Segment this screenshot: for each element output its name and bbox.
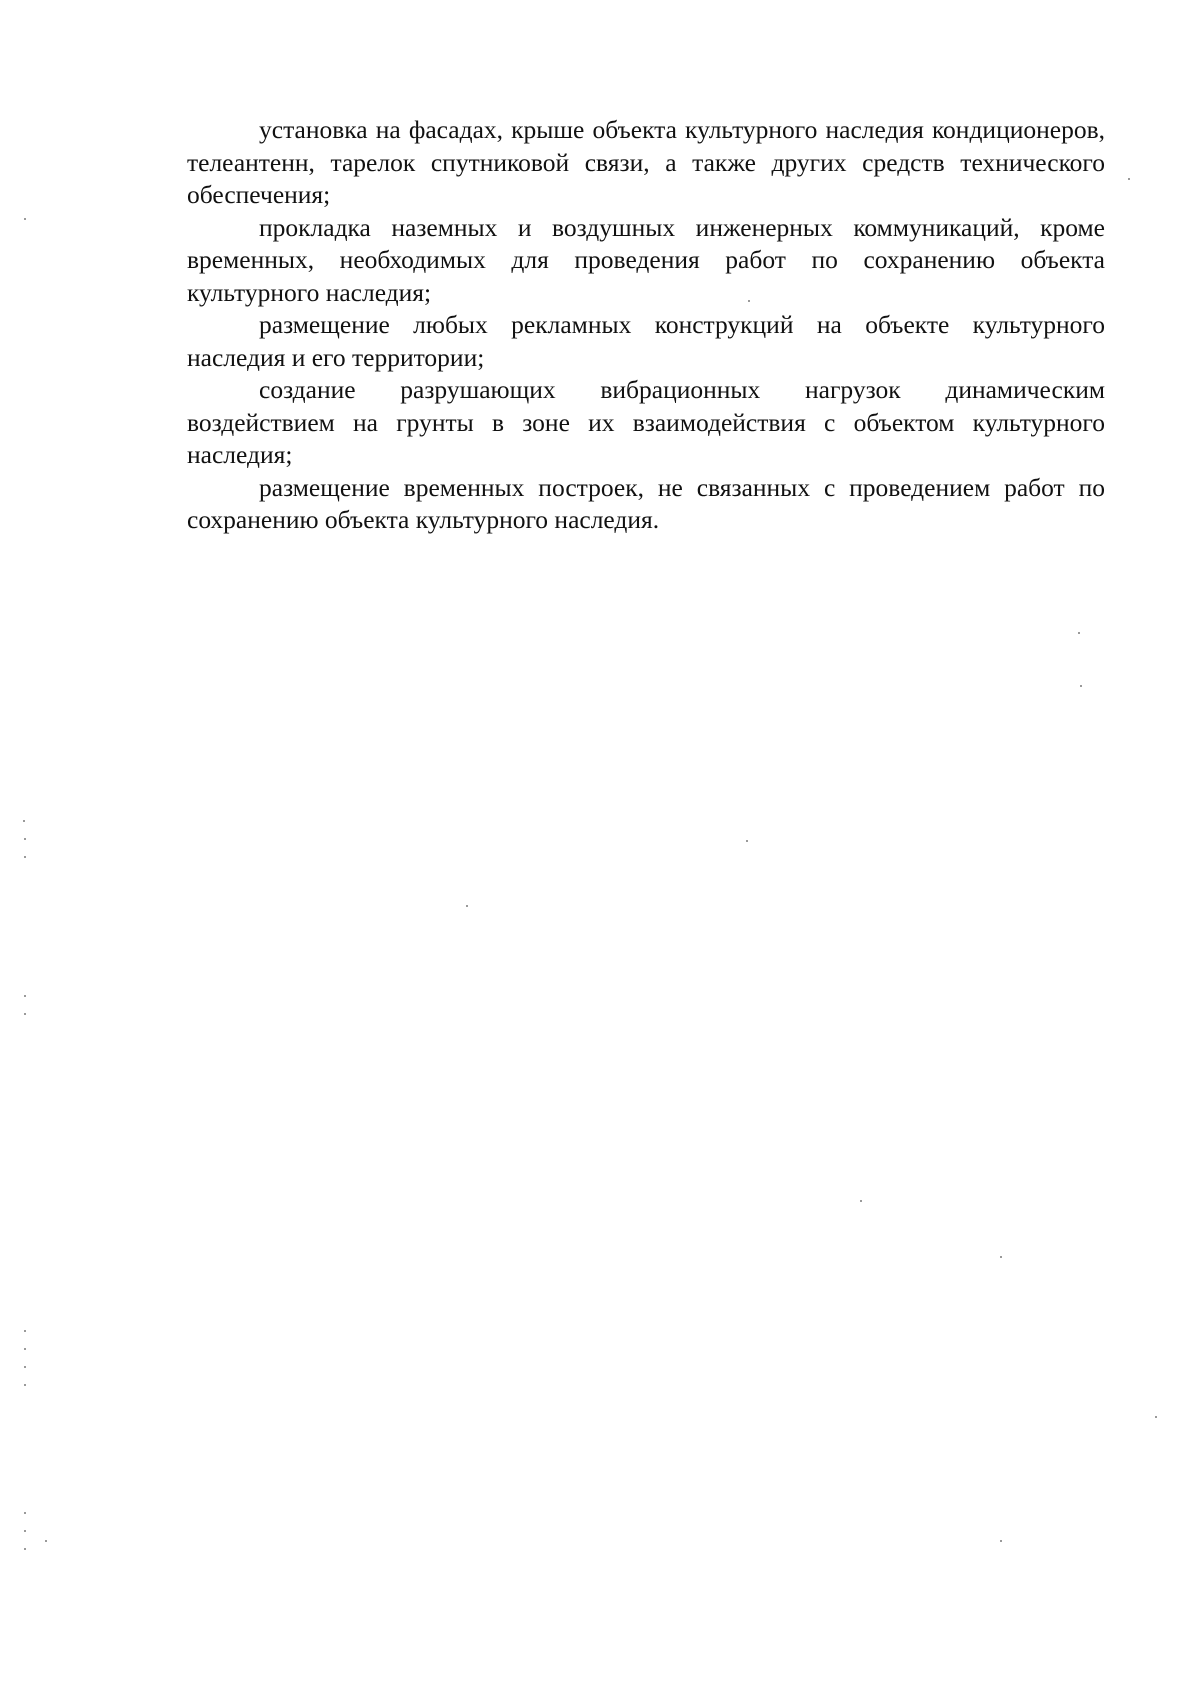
list-item: создание разрушающих вибрационных нагрузок динамическим воздействием на грунты в зоне их взаимодействия с объектом культурного наследия; [187, 375, 1105, 469]
document-body [187, 114, 1105, 537]
list-item: прокладка наземных и воздушных инженерных коммуникаций, кроме временных, необходимых для проведения работ по сохранению объекта культурного наследия; [187, 212, 1105, 307]
list-item: размещение временных построек, не связанных с проведением работ по сохранению объекта культурного наследия. [187, 472, 1105, 534]
list-item: установка на фасадах, крыше объекта культурного наследия кондиционеров, телеантенн, тарелок спутниковой связи, а также других средств технического обеспечения; [187, 115, 1105, 209]
list-item: размещение любых рекламных конструкций на объекте культурного наследия и его территории; [187, 310, 1105, 372]
